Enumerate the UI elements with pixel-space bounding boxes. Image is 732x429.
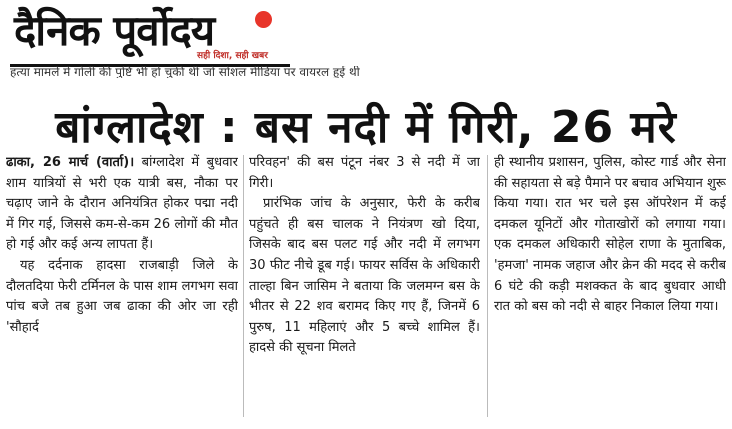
previous-article-fragment: हत्या मामले में गोली की पुष्टि भी हो चुकी थी जो सोशल मीडिया पर वायरल हुई थी: [10, 66, 360, 78]
article-headline: बांग्लादेश : बस नदी में गिरी, 26 मरे: [55, 102, 677, 153]
article-paragraph: प्रारंभिक जांच के अनुसार, फेरी के करीब पहुंचते ही बस चालक ने नियंत्रण खो दिया, जिसके बाद बस पलट गई और नदी में लगभग 30 फीट नीचे डूब गई। फायर सर्विस के अधिकारी ताल्हा बिन जासिम ने बताया कि जलमग्न बस के भीतर से 22 शव बरामद किए गए हैं, जिनमें 6 पुरुष, 11 महिलाएं और 5 बच्चे शामिल हैं। हादसे की सूचना मिलते: [249, 196, 480, 356]
article-column-1: [6, 153, 238, 423]
logo-sun-icon: [255, 11, 272, 28]
article-paragraph: [6, 153, 238, 256]
newspaper-tagline: सही दिशा, सही खबर: [197, 51, 268, 61]
article-paragraph: ही स्थानीय प्रशासन, पुलिस, कोस्ट गार्ड और सेना की सहायता से बड़े पैमाने पर बचाव अभियान शुरू किया गया। रात भर चले इस ऑपरेशन में कई दमकल यूनिटों और गोताखोरों को लगाया गया। एक दमकल अधिकारी सोहेल राणा के मुताबिक, 'हमजा' नामक जहाज और क्रेन की मदद से करीब 6 घंटे की कड़ी मशक्कत के बाद बुधवार आधी रात को बस को नदी से बाहर निकाल लिया गया।: [494, 155, 726, 315]
article-column-2: [249, 153, 480, 423]
dateline: ढाका, 26 मार्च (वार्ता)।: [6, 155, 135, 170]
column-divider: [487, 155, 488, 417]
article-paragraph: परिवहन' की बस पंटून नंबर 3 से नदी में जा गिरी।: [249, 155, 480, 191]
article-paragraph: यह दर्दनाक हादसा राजबाड़ी जिले के दौलतदिया फेरी टर्मिनल के पास शाम लगभग सवा पांच बजे तब हुआ जब ढाका की ओर जा रही 'सौहार्द: [6, 257, 238, 335]
article-column-3: [494, 153, 726, 423]
column-divider: [243, 155, 244, 417]
paragraph-text: बांग्लादेश में बुधवार शाम यात्रियों से भरी एक यात्री बस, नौका पर चढ़ाए जाने के दौरान अनियंत्रित होकर पद्मा नदी में गिर गई, जिससे कम-से-कम 26 लोगों की मौत हो गई और कई अन्य लापता हैं।: [6, 155, 238, 253]
newspaper-logo: दैनिक पूर्वोदय: [14, 6, 215, 55]
masthead: [0, 0, 732, 78]
